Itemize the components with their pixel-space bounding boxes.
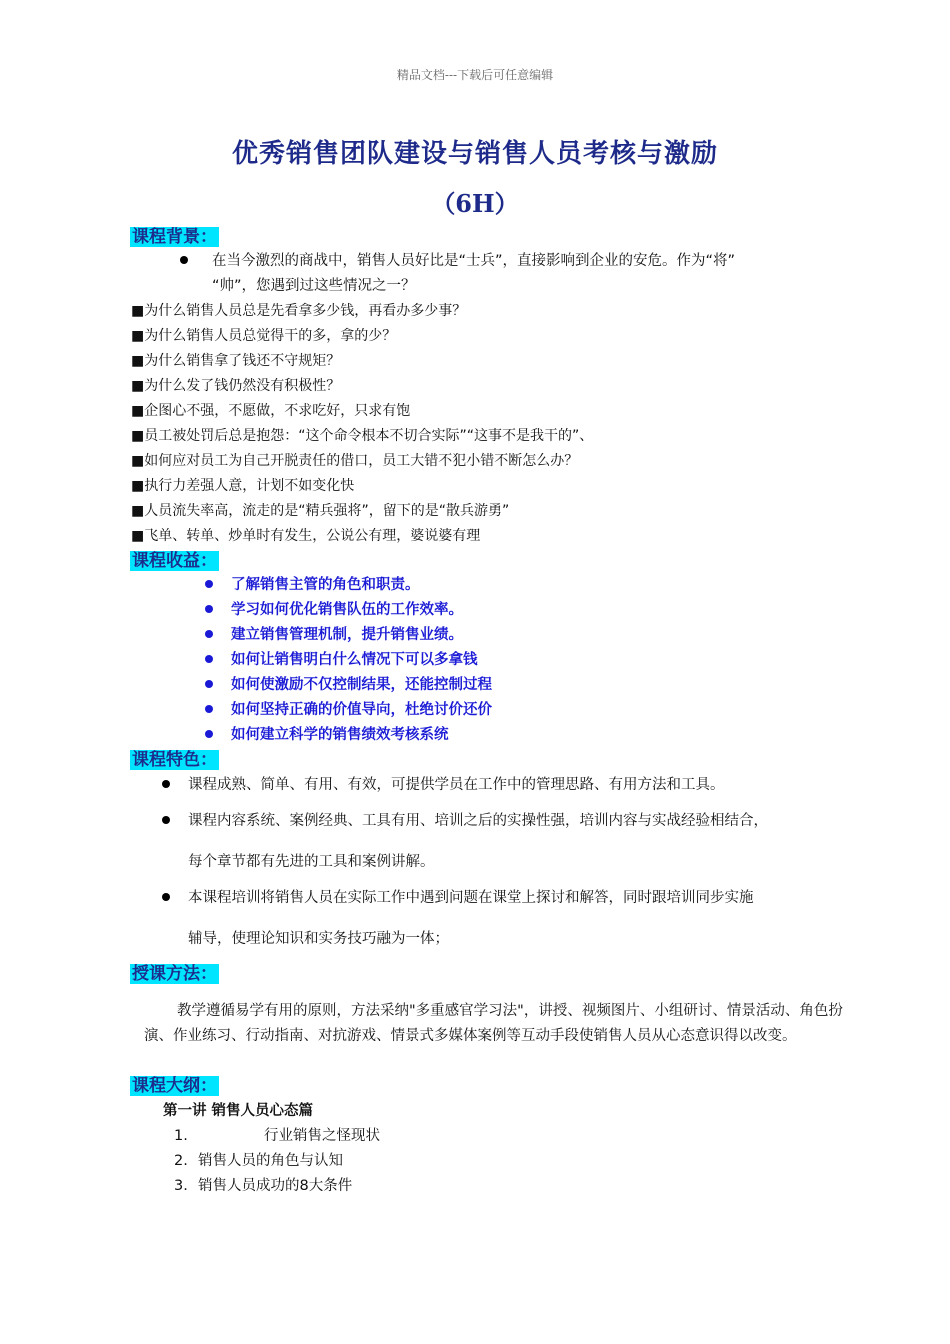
bullet-icon [205, 705, 213, 713]
benefit-item: 如何让销售明白什么情况下可以多拿钱 [231, 652, 478, 668]
benefit-item: 如何建立科学的销售绩效考核系统 [231, 727, 449, 743]
bullet-icon [162, 816, 170, 824]
outline-item-text: 销售人员的角色与认知 [198, 1153, 343, 1169]
benefit-item: 如何坚持正确的价值导向，杜绝讨价还价 [231, 702, 492, 718]
background-intro-line1: 在当今激烈的商战中，销售人员好比是“士兵”，直接影响到企业的安危。作为“将” [212, 253, 736, 269]
bullet-icon [205, 580, 213, 588]
background-intro-line2: “帅”，您遇到过这些情况之一？ [212, 278, 416, 294]
document-subtitle: （6H） [431, 189, 519, 218]
question-item: ■执行力差强人意，计划不如变化快 [131, 478, 355, 494]
benefit-item: 建立销售管理机制，提升销售业绩。 [231, 627, 463, 643]
section-heading-method: 授课方法： [132, 964, 217, 984]
feature-item-2-line2: 每个章节都有先进的工具和案例讲解。 [188, 854, 435, 870]
bullet-icon [205, 630, 213, 638]
feature-item-3-line2: 辅导，使理论知识和实务技巧融为一体； [188, 931, 449, 947]
watermark: 精品文档---下载后可任意编辑 [396, 68, 554, 82]
question-item: ■为什么发了钱仍然没有积极性？ [131, 378, 341, 394]
outline-item-number: 2. [174, 1153, 188, 1169]
question-item: ■如何应对员工为自己开脱责任的借口，员工大错不犯小错不断怎么办？ [131, 453, 579, 469]
benefit-item: 学习如何优化销售队伍的工作效率。 [231, 602, 463, 618]
bullet-icon [205, 655, 213, 663]
bullet-icon [205, 730, 213, 738]
section-heading-features: 课程特色： [132, 750, 217, 770]
section-heading-outline: 课程大纲： [132, 1076, 217, 1096]
question-item: ■为什么销售人员总是先看拿多少钱，再看办多少事？ [131, 303, 467, 319]
bullet-icon [205, 680, 213, 688]
benefit-item: 了解销售主管的角色和职责。 [231, 577, 420, 593]
bullet-icon [180, 256, 188, 264]
outline-item-number: 3. [174, 1178, 188, 1194]
bullet-icon [162, 893, 170, 901]
lecture-title: 第一讲 销售人员心态篇 [163, 1103, 314, 1119]
feature-item-2-line1: 课程内容系统、案例经典、工具有用、培训之后的实操性强，培训内容与实战经验相结合， [188, 813, 768, 829]
bullet-icon [162, 780, 170, 788]
outline-item-text: 销售人员成功的8大条件 [198, 1178, 353, 1194]
question-item: ■为什么销售拿了钱还不守规矩？ [131, 353, 341, 369]
question-item: ■人员流失率高，流走的是“精兵强将”，留下的是“散兵游勇” [131, 503, 510, 519]
outline-item-text: 行业销售之怪现状 [264, 1128, 380, 1144]
feature-item-3-line1: 本课程培训将销售人员在实际工作中遇到问题在课堂上探讨和解答，同时跟培训同步实施 [188, 890, 754, 906]
outline-item-number: 1. [174, 1128, 188, 1144]
question-item: ■为什么销售人员总觉得干的多，拿的少？ [131, 328, 397, 344]
bullet-icon [205, 605, 213, 613]
document-title: 优秀销售团队建设与销售人员考核与激励 [231, 139, 718, 169]
feature-item-1: 课程成熟、简单、有用、有效，可提供学员在工作中的管理思路、有用方法和工具。 [188, 777, 725, 793]
benefit-item: 如何使激励不仅控制结果，还能控制过程 [231, 677, 492, 693]
question-item: ■飞单、转单、炒单时有发生，公说公有理，婆说婆有理 [131, 528, 481, 544]
section-heading-benefits: 课程收益： [132, 551, 217, 571]
question-item: ■企图心不强，不愿做，不求吃好，只求有饱 [131, 403, 411, 419]
method-paragraph: 教学遵循易学有用的原则，方法采纳"多重感官学习法"，讲授、视频图片、小组研讨、情景活动、角色扮演、作业练习、行动指南、对抗游戏、情景式多媒体案例等互动手段使销售人员从心态意识得以改变。 [144, 1003, 843, 1044]
question-item: ■员工被处罚后总是抱怨：“这个命令根本不切合实际”“这事不是我干的”、 [131, 428, 594, 444]
section-heading-background: 课程背景： [132, 227, 217, 247]
